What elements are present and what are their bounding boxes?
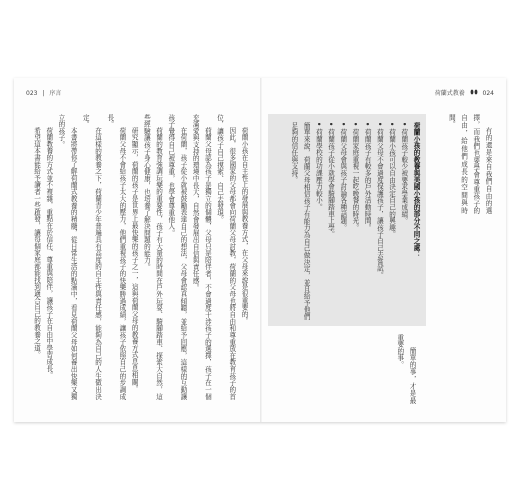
left-page-number: 023 bbox=[26, 90, 38, 97]
list-item: • 荷蘭父母不會過度保護孩子，讓孩子自己去嘗試。 bbox=[375, 122, 384, 279]
book-spread bbox=[14, 78, 506, 422]
paragraph: 研究顯示，荷蘭的孩子是世界上最快樂的孩子之一，這與荷蘭父母的教養方式息息相關。 bbox=[130, 127, 139, 393]
list-item: • 荷蘭孩子較少被要求學業成績。 bbox=[399, 122, 408, 225]
footprints-icon bbox=[470, 89, 478, 97]
paragraph: 因此，很多國家的父母都會向荷蘭父母討教，荷蘭的父母也將自由和尊重放在教育孩子的首位，讓孩子自己摸索、自己去發現。 bbox=[215, 114, 236, 400]
paragraph: 荷蘭的教育強調玩樂的重要性，孩子有大量的時間在戶外玩耍、騎腳踏車、探索大自然，這些經驗讓孩子身心健康，也培養了解決問題的能力。 bbox=[142, 114, 163, 400]
list-item: • 荷蘭孩子從小就學會騎腳踏車上學。 bbox=[326, 122, 335, 238]
list-item: • 荷蘭學校的功課壓力較小。 bbox=[314, 122, 323, 211]
left-page-header-title: 序言 bbox=[49, 90, 62, 97]
right-page-header bbox=[435, 88, 494, 97]
sidebar-closing: 簡單來說，荷蘭父母相信孩子有能力為自己做決定，並且給予他們足夠的信任與支持。 bbox=[289, 122, 311, 320]
sidebar-heading: 荷蘭小孩的教養與美國小孩的部分不同之處： bbox=[412, 122, 420, 258]
paragraph: 簡單的事，才是最重要的事。 bbox=[395, 334, 416, 404]
paragraph: 在荷蘭，孩子從小就被鼓勵表達自己的想法，父母會認真傾聽，並給予回應，這樣的互動讓孩子覺得自己被尊重，也學會尊重他人。 bbox=[166, 114, 187, 400]
sidebar-box-text bbox=[272, 122, 422, 320]
paragraph: 荷蘭父母認為孩子是獨立的個體，父母只是陪伴者，不會過度干涉孩子的選擇，孩子在一個充滿愛與支持的環境中長大，自然會發展出自信與責任感。 bbox=[191, 114, 212, 400]
right-page-number: 024 bbox=[482, 90, 494, 97]
paragraph: 本書將帶你了解荷蘭式教養的精髓，從日常生活的點滴中，看見荷蘭父母如何養出快樂又獨立的孩子。 bbox=[56, 114, 78, 400]
sidebar-box bbox=[268, 114, 426, 326]
list-item: • 荷蘭家庭重視一起吃晚餐的時光。 bbox=[350, 122, 359, 231]
right-page-intro bbox=[434, 114, 494, 214]
list-item: • 荷蘭孩子有較多的戶外活動時間。 bbox=[363, 122, 372, 231]
book-spine bbox=[260, 78, 262, 422]
paragraph: 荷蘭小孩在自主性上的發展與教養方式，在父母來說是很重要的。 bbox=[240, 127, 248, 325]
right-page-header-title: 荷蘭式教養 bbox=[434, 90, 465, 97]
right-page-tail bbox=[382, 334, 418, 404]
list-item: • 荷蘭父母會與孩子討論各種話題。 bbox=[338, 122, 347, 231]
paragraph: 荷蘭教養的方式並不複雜，重點在於信任、尊重與陪伴，讓孩子在自由中學習成長。 bbox=[44, 127, 53, 379]
paragraph: 有的還是來自我們自由的選擇，而我們也要學會尊重孩子的自由，給他們成長的空間與時間。 bbox=[447, 114, 492, 214]
divider-icon: | bbox=[42, 90, 45, 97]
left-page-header bbox=[26, 88, 61, 97]
list-item: • 荷蘭小孩可以自由決定自己的興趣。 bbox=[387, 122, 396, 238]
left-page-body bbox=[26, 114, 250, 400]
paragraph: 荷蘭父母不會給孩子太大的壓力，他們重視孩子的快樂勝過成績，讓孩子依照自己的步調成長。 bbox=[105, 114, 126, 400]
paragraph: 在這樣的教養之下，荷蘭青少年普遍具有高度的自主性與責任感，能夠為自己的人生做出決定。 bbox=[81, 114, 102, 400]
paragraph: 希望這本書能給予讀者一些啟發，讓每個家庭都能找到適合自己的教養之道。 bbox=[32, 127, 41, 359]
